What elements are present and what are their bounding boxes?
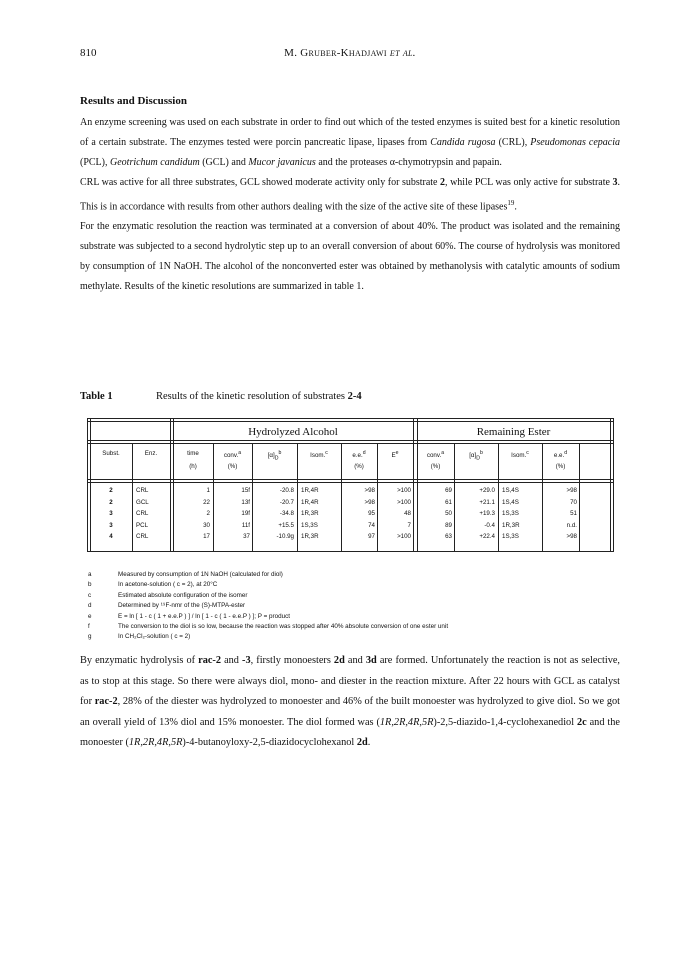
text-run: By enzymatic hydrolysis of bbox=[80, 655, 199, 666]
footnote-mark: f bbox=[88, 623, 90, 630]
footnote-mark: d bbox=[88, 602, 92, 610]
table-cell-subst: 3 bbox=[109, 510, 113, 517]
col-header-enz: Enz. bbox=[144, 450, 158, 457]
table-caption-description: Results of the kinetic resolution of substrates bbox=[156, 391, 348, 402]
table-cell-ee2: 51 bbox=[570, 510, 577, 517]
col-header-time: time bbox=[187, 450, 199, 457]
col-header-ee-note: d bbox=[362, 450, 366, 456]
table-cell-enz: GCL bbox=[136, 498, 149, 506]
col-header-conv-note: a bbox=[238, 450, 242, 456]
footnote-text: In CH₂Cl₂-solution ( c = 2) bbox=[118, 633, 191, 641]
table-cell-conv: 13f bbox=[241, 498, 250, 506]
paragraph-resolution bbox=[80, 217, 620, 297]
footnote-text: Estimated absolute configuration of the isomer bbox=[118, 591, 248, 599]
table-cell-rot: -20.7 bbox=[279, 498, 294, 506]
text-run: 2d bbox=[356, 737, 368, 748]
table-cell-isom: 1R,4R bbox=[301, 498, 319, 506]
closing-body bbox=[80, 651, 620, 754]
table-cell-ee: 95 bbox=[368, 510, 375, 517]
table-cell-isom: 1R,3R bbox=[301, 533, 319, 540]
col-header-rotation2-sub: D bbox=[476, 455, 480, 462]
table-cell-rot2: +22.4 bbox=[479, 533, 495, 540]
footnote-mark: e bbox=[88, 612, 92, 620]
table-cell-conv: 11f bbox=[241, 521, 250, 529]
col-header-isom2-note: c bbox=[526, 450, 529, 456]
text-run: Geotrichum candidum bbox=[110, 157, 200, 168]
table-cell-time: 30 bbox=[203, 521, 210, 529]
col-header-isom-text: Isom. bbox=[310, 452, 326, 460]
table-cell-E: >100 bbox=[397, 533, 411, 540]
col-unit-ee2: (%) bbox=[555, 463, 566, 470]
footnote-mark: c bbox=[88, 591, 92, 599]
table-cell-conv: 19f bbox=[241, 510, 250, 517]
col-unit-conv: (%) bbox=[227, 463, 238, 470]
text-run: , firstly monoesters bbox=[250, 655, 334, 666]
table-cell-conv2: 61 bbox=[445, 498, 452, 506]
table-cell-ee2: 70 bbox=[570, 498, 577, 506]
col-header-isom2 bbox=[498, 450, 542, 459]
col-header-e-text: E bbox=[391, 452, 396, 460]
table-rule bbox=[87, 443, 614, 444]
table-cell-conv: 15f bbox=[241, 487, 250, 494]
table-rule bbox=[90, 418, 91, 552]
table-rule bbox=[87, 482, 614, 483]
table-cell-conv2: 63 bbox=[445, 533, 452, 540]
results-table bbox=[87, 418, 614, 552]
table-cell-E: >100 bbox=[397, 498, 411, 506]
col-header-conv2-text: conv. bbox=[426, 452, 442, 460]
table-cell-conv2: 89 bbox=[445, 521, 452, 529]
table-cell-subst: 3 bbox=[109, 521, 113, 529]
footnote-text: Determined by ¹⁹F-nmr of the (S)-MTPA-ester bbox=[118, 602, 246, 610]
col-header-ee-text: e.e. bbox=[352, 452, 363, 460]
table-cell-ee2: >98 bbox=[566, 533, 577, 540]
table-cell-E: >100 bbox=[397, 487, 411, 494]
group-header-remaining: Remaining Ester bbox=[476, 426, 551, 438]
table-cell-isom: 1R,4R bbox=[301, 487, 319, 494]
text-run: 3 bbox=[612, 177, 618, 188]
text-run: . bbox=[367, 737, 371, 748]
table-cell-rot2: -0.4 bbox=[484, 521, 495, 529]
text-run: 3d bbox=[365, 655, 377, 666]
footnote-text: In acetone-solution ( c = 2), at 20°C bbox=[118, 581, 218, 589]
table-rule bbox=[610, 418, 611, 552]
table-cell-conv2: 69 bbox=[445, 487, 452, 494]
col-header-rotation bbox=[252, 450, 297, 461]
table-cell-isom: 1S,3S bbox=[301, 521, 318, 529]
text-run: For the enzymatic resolution the reaction was terminated at a conversion of about 40%. The product was isolated and the remaining substrate was subjected to a second hydrolytic step up to an overall conversion of about 60%. The course of hydrolysis was monitored by consumption of 1N NaOH. The alcohol of the nonconverted ester was obtained by methanolysis with catalytic amounts of sodium methylate. Results of the kinetic resolutions are summarized in table 1. bbox=[80, 221, 620, 293]
table-cell-time: 22 bbox=[203, 498, 210, 506]
table-cell-isom2: 1R,3R bbox=[502, 521, 520, 529]
table-caption-text bbox=[156, 391, 362, 402]
text-run: and the monoester ( bbox=[80, 716, 620, 748]
text-run: (PCL), bbox=[80, 157, 110, 168]
footnote-mark: a bbox=[88, 571, 92, 578]
text-run: and bbox=[344, 655, 366, 666]
table-cell-isom2: 1S,3S bbox=[502, 510, 519, 517]
col-header-rotation-note: b bbox=[278, 450, 282, 456]
table-cell-rot2: +19.3 bbox=[479, 510, 495, 517]
table-cell-isom2: 1S,3S bbox=[502, 533, 519, 540]
col-header-rotation-text: [α] bbox=[267, 452, 275, 460]
col-unit-conv2: (%) bbox=[430, 463, 441, 470]
col-header-isom bbox=[297, 450, 341, 459]
col-header-isom2-text: Isom. bbox=[511, 452, 527, 460]
text-run: are formed. Unfortunately the reaction is not as selective, as to stop at this stage. So there were always diol, mono- and diester in the reaction mixture. After 22 hours with GCL as catalyst for bbox=[80, 655, 621, 707]
text-run: 2d bbox=[333, 655, 345, 666]
group-header-hydrolyzed: Hydrolyzed Alcohol bbox=[248, 426, 338, 438]
table-cell-ee2: >98 bbox=[566, 487, 577, 494]
table-cell-ee: >98 bbox=[364, 487, 375, 494]
text-run: )-2,5-diazido-1,4-cyclohexanediol bbox=[433, 716, 577, 728]
footnote-mark: g bbox=[88, 633, 92, 641]
col-unit-ee: (%) bbox=[354, 463, 364, 470]
table-cell-rot2: +21.1 bbox=[479, 498, 495, 506]
author-name: M. Gruber-Khadjawi bbox=[284, 47, 387, 59]
section-heading: Results and Discussion bbox=[80, 95, 187, 107]
col-header-e-note: e bbox=[395, 450, 399, 456]
running-head-author bbox=[80, 47, 620, 59]
text-run: and bbox=[221, 655, 243, 666]
text-run: 1R,2R,4R,5R bbox=[379, 716, 434, 728]
text-run: Pseudomonas cepacia bbox=[530, 137, 621, 148]
table-rule bbox=[579, 443, 580, 552]
table-cell-E: 7 bbox=[407, 521, 411, 529]
col-header-ee2 bbox=[542, 450, 579, 459]
table-cell-enz: CRL bbox=[136, 533, 149, 540]
text-run: 2c bbox=[576, 716, 587, 728]
running-head bbox=[80, 47, 620, 63]
text-run: . bbox=[514, 201, 517, 213]
paragraph-hydrolysis bbox=[80, 651, 620, 754]
table-rule bbox=[87, 421, 614, 422]
table-cell-rot: -20.8 bbox=[279, 487, 294, 494]
paragraph-enzyme-screening bbox=[80, 113, 620, 173]
table-caption-label: Table 1 bbox=[80, 391, 113, 402]
table-caption-range: 2-4 bbox=[347, 391, 362, 402]
page-number: 810 bbox=[80, 47, 97, 59]
col-header-subst: Subst. bbox=[102, 450, 120, 457]
table-cell-ee: >98 bbox=[364, 498, 375, 506]
text-run: (CRL), bbox=[495, 137, 531, 148]
table-rule bbox=[132, 443, 133, 552]
author-suffix: et al. bbox=[386, 47, 416, 59]
table-rule bbox=[87, 440, 614, 441]
table-cell-ee2: n.d. bbox=[566, 521, 577, 529]
table-cell-isom2: 1S,4S bbox=[502, 487, 519, 494]
col-unit-time: (h) bbox=[189, 463, 197, 470]
table-cell-time: 17 bbox=[203, 533, 210, 540]
col-header-conv2 bbox=[417, 450, 454, 459]
text-run: Mucor javanicus bbox=[248, 157, 316, 168]
table-cell-isom: 1R,3R bbox=[301, 510, 319, 517]
col-header-ee2-note: d bbox=[564, 450, 568, 456]
text-run: An enzyme screening was used on each substrate in order to find out which of the tested enzymes is suited best for a kinetic resolution of a certain substrate. The enzymes tested were porcin pancreatic lipase, lipases from bbox=[80, 117, 620, 148]
table-cell-enz: PCL bbox=[136, 521, 149, 529]
col-header-e-value bbox=[377, 450, 413, 459]
text-run: 19 bbox=[507, 199, 515, 207]
text-run: , while PCL was only active for substrate bbox=[445, 177, 613, 188]
table-rule bbox=[173, 418, 174, 552]
text-run: (GCL) and bbox=[199, 157, 249, 168]
table-cell-E: 48 bbox=[404, 510, 411, 517]
text-run: 2 bbox=[440, 177, 446, 188]
table-rule bbox=[297, 443, 298, 552]
text-run: and the proteases α-chymotrypsin and papain. bbox=[315, 157, 502, 168]
text-run: , 28% of the diester was hydrolyzed to monoester and 46% of the built monoester was hydrolyzed to give diol. So we got an overall yield of 13% diol and 15% monoester. The diol formed was ( bbox=[80, 696, 620, 728]
text-run: CRL was active for all three substrates, GCL showed moderate activity only for substrate bbox=[80, 177, 441, 188]
text-run: Candida rugosa bbox=[430, 137, 496, 148]
table-cell-enz: CRL bbox=[136, 510, 149, 517]
table-cell-rot2: +29.0 bbox=[479, 487, 495, 494]
footnote-text: The conversion to the diol is so low, because the reaction was stopped after 40% absolute conversion of one ester unit bbox=[118, 623, 449, 630]
text-run: 1R,2R,4R,5R bbox=[128, 737, 183, 748]
col-header-conv-text: conv. bbox=[223, 452, 239, 460]
col-header-ee2-text: e.e. bbox=[553, 452, 565, 460]
col-header-rotation2-note: b bbox=[479, 450, 483, 456]
footnote-text: E = ln [ 1 - c ( 1 + e.e.P ) ] / ln [ 1 - c ( 1 - e.e.P ) ]; P = product bbox=[118, 612, 291, 620]
table-cell-enz: CRL bbox=[136, 487, 149, 494]
footnote-mark: b bbox=[88, 581, 92, 589]
table-rule bbox=[413, 418, 414, 552]
table-cell-subst: 2 bbox=[109, 498, 113, 506]
paragraph-activity bbox=[80, 173, 620, 217]
table-rule bbox=[87, 479, 614, 480]
col-header-isom-note: c bbox=[325, 450, 328, 456]
table-cell-rot: -34.8 bbox=[279, 510, 294, 517]
col-header-ee bbox=[341, 450, 377, 459]
table-cell-subst: 4 bbox=[109, 533, 113, 540]
footnote-text: Measured by consumption of 1N NaOH (calculated for diol) bbox=[118, 571, 283, 578]
table-cell-subst: 2 bbox=[109, 487, 113, 494]
col-header-rotation2-text: [α] bbox=[469, 452, 477, 460]
table-cell-ee: 97 bbox=[368, 533, 375, 540]
text-run: )-4-butanoyloxy-2,5-diazidocyclohexanol bbox=[182, 737, 357, 748]
table-cell-rot: +15.5 bbox=[278, 521, 294, 529]
col-header-rotation2 bbox=[454, 450, 498, 461]
table-cell-conv2: 50 bbox=[445, 510, 452, 517]
text-run: -3 bbox=[242, 655, 251, 666]
table-cell-isom2: 1S,4S bbox=[502, 498, 519, 506]
table-cell-conv: 37 bbox=[243, 533, 250, 540]
results-body bbox=[80, 113, 620, 297]
table-rule bbox=[170, 418, 171, 552]
col-header-conv2-note: a bbox=[441, 450, 445, 456]
table-caption bbox=[80, 391, 362, 402]
col-header-conv bbox=[213, 450, 252, 459]
table-cell-rot: -10.9g bbox=[276, 533, 294, 540]
text-run: . This is in accordance with results from other authors dealing with the size of the active site of these lipases bbox=[80, 177, 620, 213]
table-cell-ee: 74 bbox=[368, 521, 375, 529]
table-frame bbox=[87, 418, 614, 552]
table-cell-time: 1 bbox=[206, 487, 210, 494]
table-rule bbox=[498, 443, 499, 552]
col-header-rotation-sub: D bbox=[274, 455, 279, 462]
table-cell-time: 2 bbox=[206, 510, 210, 517]
text-run: rac-2 bbox=[94, 696, 118, 707]
text-run: rac-2 bbox=[198, 655, 221, 666]
table-rule bbox=[417, 418, 418, 552]
